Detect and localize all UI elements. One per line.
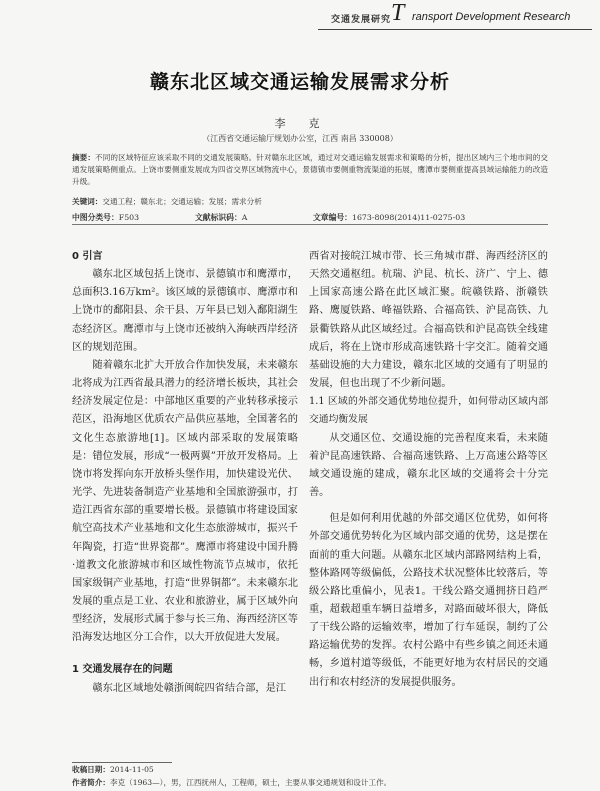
bio-label: 作者简介： — [72, 778, 110, 787]
article-value: 1673-8098(2014)11-0275-03 — [351, 213, 466, 222]
section-1-1-heading: 1.1 区域的外部交通优势地位提升，如何带动区域内部交通均衡发展 — [309, 396, 548, 426]
abstract-label: 摘要： — [72, 153, 96, 162]
paragraph: 赣东北区域包括上饶市、景德镇市和鹰潭市，总面积3.16万km²。该区域的景德镇市、鹰潭市和上饶市的鄱阳县、余干县、万年县已划入鄱阳湖生态经济区。鹰潭市与上饶市还被纳入海峡西岸经济区的规划范围。 — [72, 269, 298, 353]
article-label: 文章编号： — [313, 213, 352, 222]
received-value: 2014-11-05 — [109, 765, 154, 774]
clc-number — [72, 212, 139, 223]
abstract-text: 不同的区域特征应该采取不同的交通发展策略。针对赣东北区域，通过对交通运输发展需求和策略的分析，提出区域内三个地市间的交通发展策略侧重点。上饶市要侧重发展成为四省交界区域物流中心，景德镇市要侧重物流渠道的拓展，鹰潭市要侧重提高县域运输能力的改造升级。 — [72, 153, 549, 186]
keywords-text: 交通工程；赣东北；交通运输；发展；需求分析 — [102, 197, 262, 206]
paragraph: 随着赣东北扩大开放合作加快发展，未来赣东北将成为江西省最具潜力的经济增长板块，其社会经济发展定位是：中部地区重要的产业转移承接示范区，沿海地区优质农产品供应基地，全国著名的文化生态旅游地[1]。区域内部采取的发展策略是：错位发展，形成“一极两翼”开放开发格局。上饶市将发挥向东开放桥头堡作用，加快建设光伏、光学、先进装备制造产业基地和全国旅游强市，打造江西省东部的重要增长极。景德镇市将建设国家航空高技术产业基地和文化生态旅游城市，振兴千年陶瓷，打造“世界瓷都”。鹰潭市将建设中国升腾·道教文化旅游城市和区域性物流节点城市，依托国家级铜产业基地，打造“世界铜都”。未来赣东北发展的重点是工业、农业和旅游业，属于区域外向型经济，发展形式属于参与长三角、海西经济区等沿海发达地区分工合作，以大开放促进大发展。 — [72, 359, 298, 644]
abstract — [72, 152, 548, 188]
bio-value: 李克（1963—），男，江西抚州人，工程师，硕士，主要从事交通规划和设计工作。 — [109, 778, 392, 787]
paragraph: 但是如何利用优越的外部交通区位优势，如何将外部交通优势转化为区域内部交通的优势，这是摆在面前的重大问题。从赣东北区域内部路网结构上看，整体路网等级偏低，公路技术状况整体比较落后，等级公路比重偏小，见表1。干线公路交通拥挤日趋严重，超载超重车辆日益增多，对路面破坏很大，降低了干线公路的运输效率，增加了行车延误，制约了公路运输优势的发挥。农村公路中有些乡镇之间还未通畅，乡道村道等级低，不能更好地为农村居民的交通出行和农村经济的发展提供服务。 — [309, 513, 548, 688]
journal-name-en: ransport Development Research — [412, 11, 571, 23]
abstract-rule — [72, 224, 548, 225]
paragraph: 西省对接皖江城市带、长三角城市群、海西经济区的天然交通枢纽。杭瑞、沪昆、杭长、济广、宁上、德上国家高速公路在此区域汇聚。皖赣铁路、浙赣铁路、鹰厦铁路、峰福铁路、合福高铁、沪昆高铁、九景衢铁路从此区域经过。合福高铁和沪昆高铁全线建成后，将在上饶市形成高速铁路十字交汇。随着交通基础设施的大力建设，赣东北区域的交通有了明显的发展，但也出现了不少新问题。 — [309, 251, 548, 390]
header-rule — [318, 29, 592, 30]
affiliation: （江西省交通运输厅规划办公室，江西 南昌 330008） — [202, 134, 398, 143]
received-label: 收稿日期： — [72, 765, 110, 774]
received-date — [72, 764, 154, 775]
clc-label: 中图分类号： — [72, 213, 119, 222]
section-1-heading: 1 交通发展存在的问题 — [72, 664, 173, 676]
document-code — [195, 212, 247, 223]
doc-label: 文献标识码： — [195, 213, 242, 222]
left-column — [72, 248, 298, 698]
author: 李 克 — [274, 117, 326, 130]
doc-value: A — [241, 213, 248, 222]
journal-name-cn: 交通发展研究 — [331, 15, 392, 25]
keywords — [72, 196, 548, 207]
right-column — [309, 248, 548, 692]
paragraph: 赣东北区域地处赣浙闽皖四省结合部，是江 — [92, 682, 286, 694]
keywords-label: 关键词： — [72, 197, 103, 206]
author-bio — [72, 777, 391, 788]
spacer — [72, 647, 298, 661]
journal-initial: T — [391, 0, 405, 26]
paragraph: 从交通区位、交通设施的完善程度来看，未来随着沪昆高速铁路、合福高速铁路、上万高速公路等区域交通设施的建成，赣东北区域的交通将会十分完善。 — [309, 432, 548, 499]
spacer — [309, 502, 548, 510]
clc-value: F503 — [118, 213, 140, 222]
paper-title: 赣东北区域交通运输发展需求分析 — [149, 71, 450, 93]
article-number — [313, 212, 465, 223]
section-0-heading: 0 引言 — [72, 251, 103, 262]
footnote-rule — [72, 762, 172, 763]
